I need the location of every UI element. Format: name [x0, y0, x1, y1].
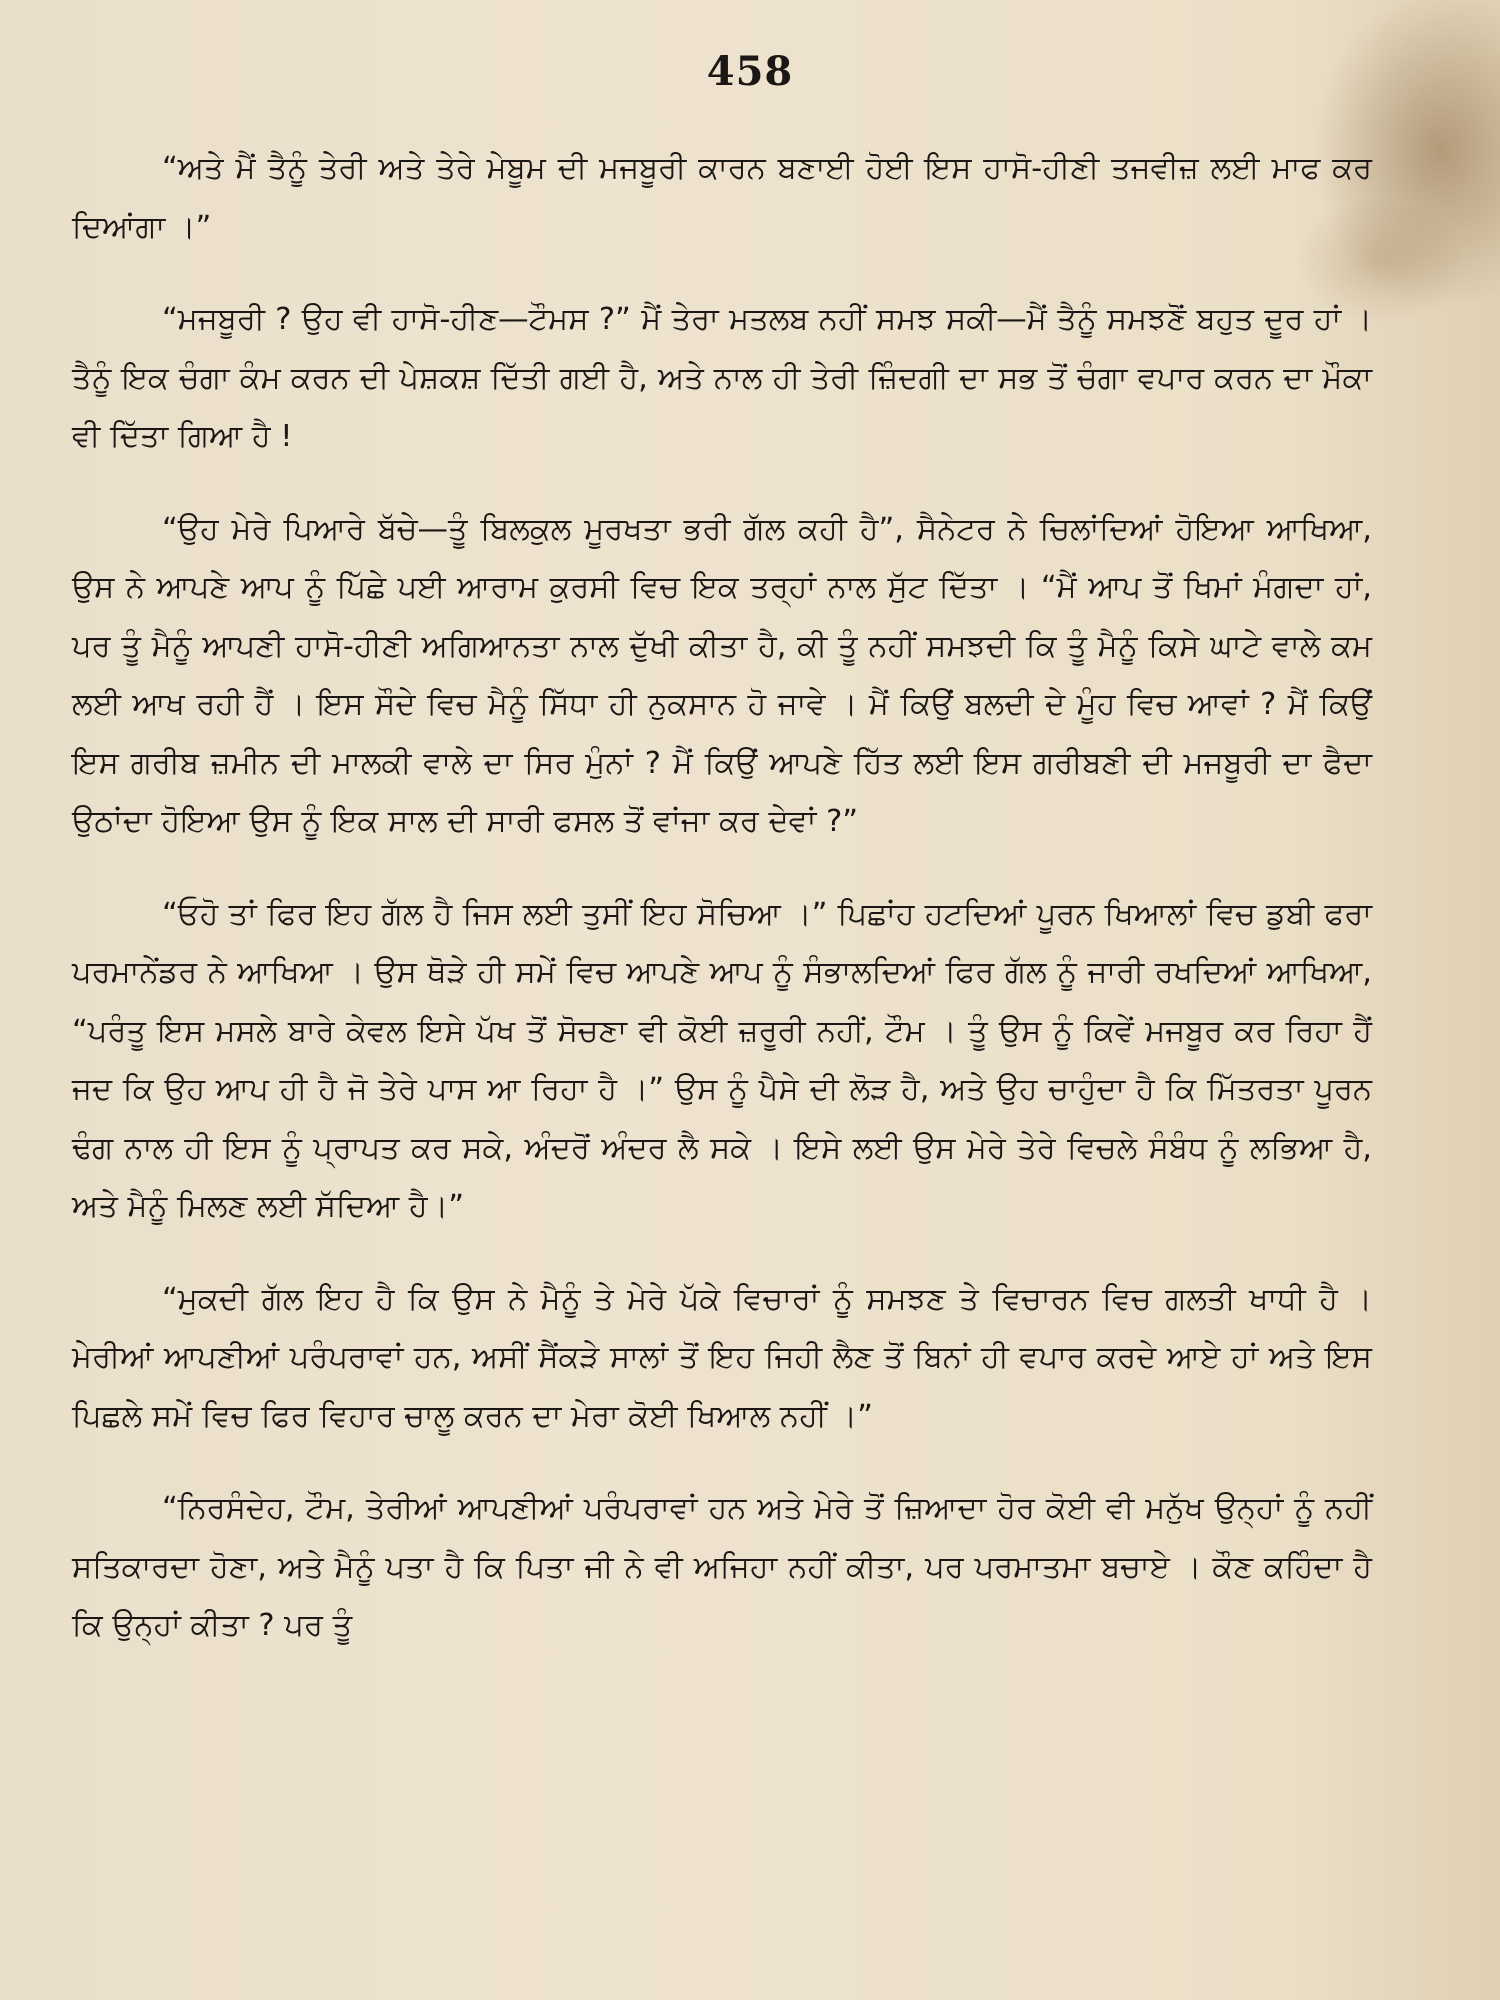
paragraph-6: “ਨਿਰਸੰਦੇਹ, ਟੌਮ, ਤੇਰੀਆਂ ਆਪਣੀਆਂ ਪਰੰਪਰਾਵਾਂ ਹਨ ਅਤੇ ਮੇਰੇ ਤੋਂ ਜ਼ਿਆਦਾ ਹੋਰ ਕੋਈ ਵੀ ਮਨੁੱਖ ਉਨ੍ਹਾਂ ਨੂੰ ਨਹੀਂ ਸਤਿਕਾਰਦਾ ਹੋਣਾ, ਅਤੇ ਮੈਨੂੰ ਪਤਾ ਹੈ ਕਿ ਪਿਤਾ ਜੀ ਨੇ ਵੀ ਅਜਿਹਾ ਨਹੀਂ ਕੀਤਾ, ਪਰ ਪਰਮਾਤਮਾ ਬਚਾਏ । ਕੌਣ ਕਹਿੰਦਾ ਹੈ ਕਿ ਉਨ੍ਹਾਂ ਕੀਤਾ ? ਪਰ ਤੂੰ [72, 1491, 1372, 1643]
paragraph-4: “ਓਹੋ ਤਾਂ ਫਿਰ ਇਹ ਗੱਲ ਹੈ ਜਿਸ ਲਈ ਤੁਸੀਂ ਇਹ ਸੋਚਿਆ ।” ਪਿਛਾਂਹ ਹਟਦਿਆਂ ਪੂਰਨ ਖਿਆਲਾਂ ਵਿਚ ਡੁਬੀ ਫਰਾ ਪਰਮਾਨੇਂਡਰ ਨੇ ਆਖਿਆ । ਉਸ ਥੋੜੇ ਹੀ ਸਮੇਂ ਵਿਚ ਆਪਣੇ ਆਪ ਨੂੰ ਸੰਭਾਲਦਿਆਂ ਫਿਰ ਗੱਲ ਨੂੰ ਜਾਰੀ ਰਖਦਿਆਂ ਆਖਿਆ, “ਪਰੰਤੂ ਇਸ ਮਸਲੇ ਬਾਰੇ ਕੇਵਲ ਇਸੇ ਪੱਖ ਤੋਂ ਸੋਚਣਾ ਵੀ ਕੋਈ ਜ਼ਰੂਰੀ ਨਹੀਂ, ਟੌਮ । ਤੂੰ ਉਸ ਨੂੰ ਕਿਵੇਂ ਮਜਬੂਰ ਕਰ ਰਿਹਾ ਹੈਂ ਜਦ ਕਿ ਉਹ ਆਪ ਹੀ ਹੈ ਜੋ ਤੇਰੇ ਪਾਸ ਆ ਰਿਹਾ ਹੈ ।” ਉਸ ਨੂੰ ਪੈਸੇ ਦੀ ਲੋੜ ਹੈ, ਅਤੇ ਉਹ ਚਾਹੁੰਦਾ ਹੈ ਕਿ ਮਿੱਤਰਤਾ ਪੂਰਨ ਢੰਗ ਨਾਲ ਹੀ ਇਸ ਨੂੰ ਪ੍ਰਾਪਤ ਕਰ ਸਕੇ, ਅੰਦਰੋਂ ਅੰਦਰ ਲੈ ਸਕੇ । ਇਸੇ ਲਈ ਉਸ ਮੇਰੇ ਤੇਰੇ ਵਿਚਲੇ ਸੰਬੰਧ ਨੂੰ ਲਭਿਆ ਹੈ, ਅਤੇ ਮੈਨੂੰ ਮਿਲਣ ਲਈ ਸੱਦਿਆ ਹੈ।” [72, 896, 1372, 1224]
page-number: 458 [706, 48, 794, 95]
body-text [72, 140, 1372, 1690]
paragraph-2: “ਮਜਬੂਰੀ ? ਉਹ ਵੀ ਹਾਸੋ-ਹੀਣ—ਟੌਮਸ ?” ਮੈਂ ਤੇਰਾ ਮਤਲਬ ਨਹੀਂ ਸਮਝ ਸਕੀ—ਮੈਂ ਤੈਨੂੰ ਸਮਝਣੋਂ ਬਹੁਤ ਦੂਰ ਹਾਂ । ਤੈਨੂੰ ਇਕ ਚੰਗਾ ਕੰਮ ਕਰਨ ਦੀ ਪੇਸ਼ਕਸ਼ ਦਿੱਤੀ ਗਈ ਹੈ, ਅਤੇ ਨਾਲ ਹੀ ਤੇਰੀ ਜ਼ਿੰਦਗੀ ਦਾ ਸਭ ਤੋਂ ਚੰਗਾ ਵਪਾਰ ਕਰਨ ਦਾ ਮੌਕਾ ਵੀ ਦਿੱਤਾ ਗਿਆ ਹੈ ! [72, 302, 1372, 454]
paragraph-1: “ਅਤੇ ਮੈਂ ਤੈਨੂੰ ਤੇਰੀ ਅਤੇ ਤੇਰੇ ਮੇਬੂਮ ਦੀ ਮਜਬੂਰੀ ਕਾਰਨ ਬਣਾਈ ਹੋਈ ਇਸ ਹਾਸੋ-ਹੀਣੀ ਤਜਵੀਜ਼ ਲਈ ਮਾਫ ਕਰ ਦਿਆਂਗਾ ।” [72, 151, 1372, 245]
paragraph-5: “ਮੁਕਦੀ ਗੱਲ ਇਹ ਹੈ ਕਿ ਉਸ ਨੇ ਮੈਨੂੰ ਤੇ ਮੇਰੇ ਪੱਕੇ ਵਿਚਾਰਾਂ ਨੂੰ ਸਮਝਣ ਤੇ ਵਿਚਾਰਨ ਵਿਚ ਗਲਤੀ ਖਾਧੀ ਹੈ । ਮੇਰੀਆਂ ਆਪਣੀਆਂ ਪਰੰਪਰਾਵਾਂ ਹਨ, ਅਸੀਂ ਸੈਂਕੜੇ ਸਾਲਾਂ ਤੋਂ ਇਹ ਜਿਹੀ ਲੈਣ ਤੋਂ ਬਿਨਾਂ ਹੀ ਵਪਾਰ ਕਰਦੇ ਆਏ ਹਾਂ ਅਤੇ ਇਸ ਪਿਛਲੇ ਸਮੇਂ ਵਿਚ ਫਿਰ ਵਿਹਾਰ ਚਾਲੂ ਕਰਨ ਦਾ ਮੇਰਾ ਕੋਈ ਖਿਆਲ ਨਹੀਂ ।” [72, 1281, 1372, 1434]
paragraph-3: “ਉਹ ਮੇਰੇ ਪਿਆਰੇ ਬੱਚੇ—ਤੂੰ ਬਿਲਕੁਲ ਮੂਰਖਤਾ ਭਰੀ ਗੱਲ ਕਹੀ ਹੈ”, ਸੈਨੇਟਰ ਨੇ ਚਿਲਾਂਦਿਆਂ ਹੋਇਆ ਆਖਿਆ, ਉਸ ਨੇ ਆਪਣੇ ਆਪ ਨੂੰ ਪਿੱਛੇ ਪਈ ਆਰਾਮ ਕੁਰਸੀ ਵਿਚ ਇਕ ਤਰ੍ਹਾਂ ਨਾਲ ਸੁੱਟ ਦਿੱਤਾ । “ਮੈਂ ਆਪ ਤੋਂ ਖਿਮਾਂ ਮੰਗਦਾ ਹਾਂ, ਪਰ ਤੂੰ ਮੈਨੂੰ ਆਪਣੀ ਹਾਸੋ-ਹੀਣੀ ਅਗਿਆਨਤਾ ਨਾਲ ਦੁੱਖੀ ਕੀਤਾ ਹੈ, ਕੀ ਤੂੰ ਨਹੀਂ ਸਮਝਦੀ ਕਿ ਤੂੰ ਮੈਨੂੰ ਕਿਸੇ ਘਾਟੇ ਵਾਲੇ ਕਮ ਲਈ ਆਖ ਰਹੀ ਹੈਂ । ਇਸ ਸੌਦੇ ਵਿਚ ਮੈਨੂੰ ਸਿੱਧਾ ਹੀ ਨੁਕਸਾਨ ਹੋ ਜਾਵੇ । ਮੈਂ ਕਿਉਂ ਬਲਦੀ ਦੇ ਮੂੰਹ ਵਿਚ ਆਵਾਂ ? ਮੈਂ ਕਿਉਂ ਇਸ ਗਰੀਬ ਜ਼ਮੀਨ ਦੀ ਮਾਲਕੀ ਵਾਲੇ ਦਾ ਸਿਰ ਮੁੰਨਾਂ ? ਮੈਂ ਕਿਉਂ ਆਪਣੇ ਹਿੱਤ ਲਈ ਇਸ ਗਰੀਬਣੀ ਦੀ ਮਜਬੂਰੀ ਦਾ ਫੈਦਾ ਉਠਾਂਦਾ ਹੋਇਆ ਉਸ ਨੂੰ ਇਕ ਸਾਲ ਦੀ ਸਾਰੀ ਫਸਲ ਤੋਂ ਵਾਂਜਾ ਕਰ ਦੇਵਾਂ ?” [72, 511, 1372, 839]
